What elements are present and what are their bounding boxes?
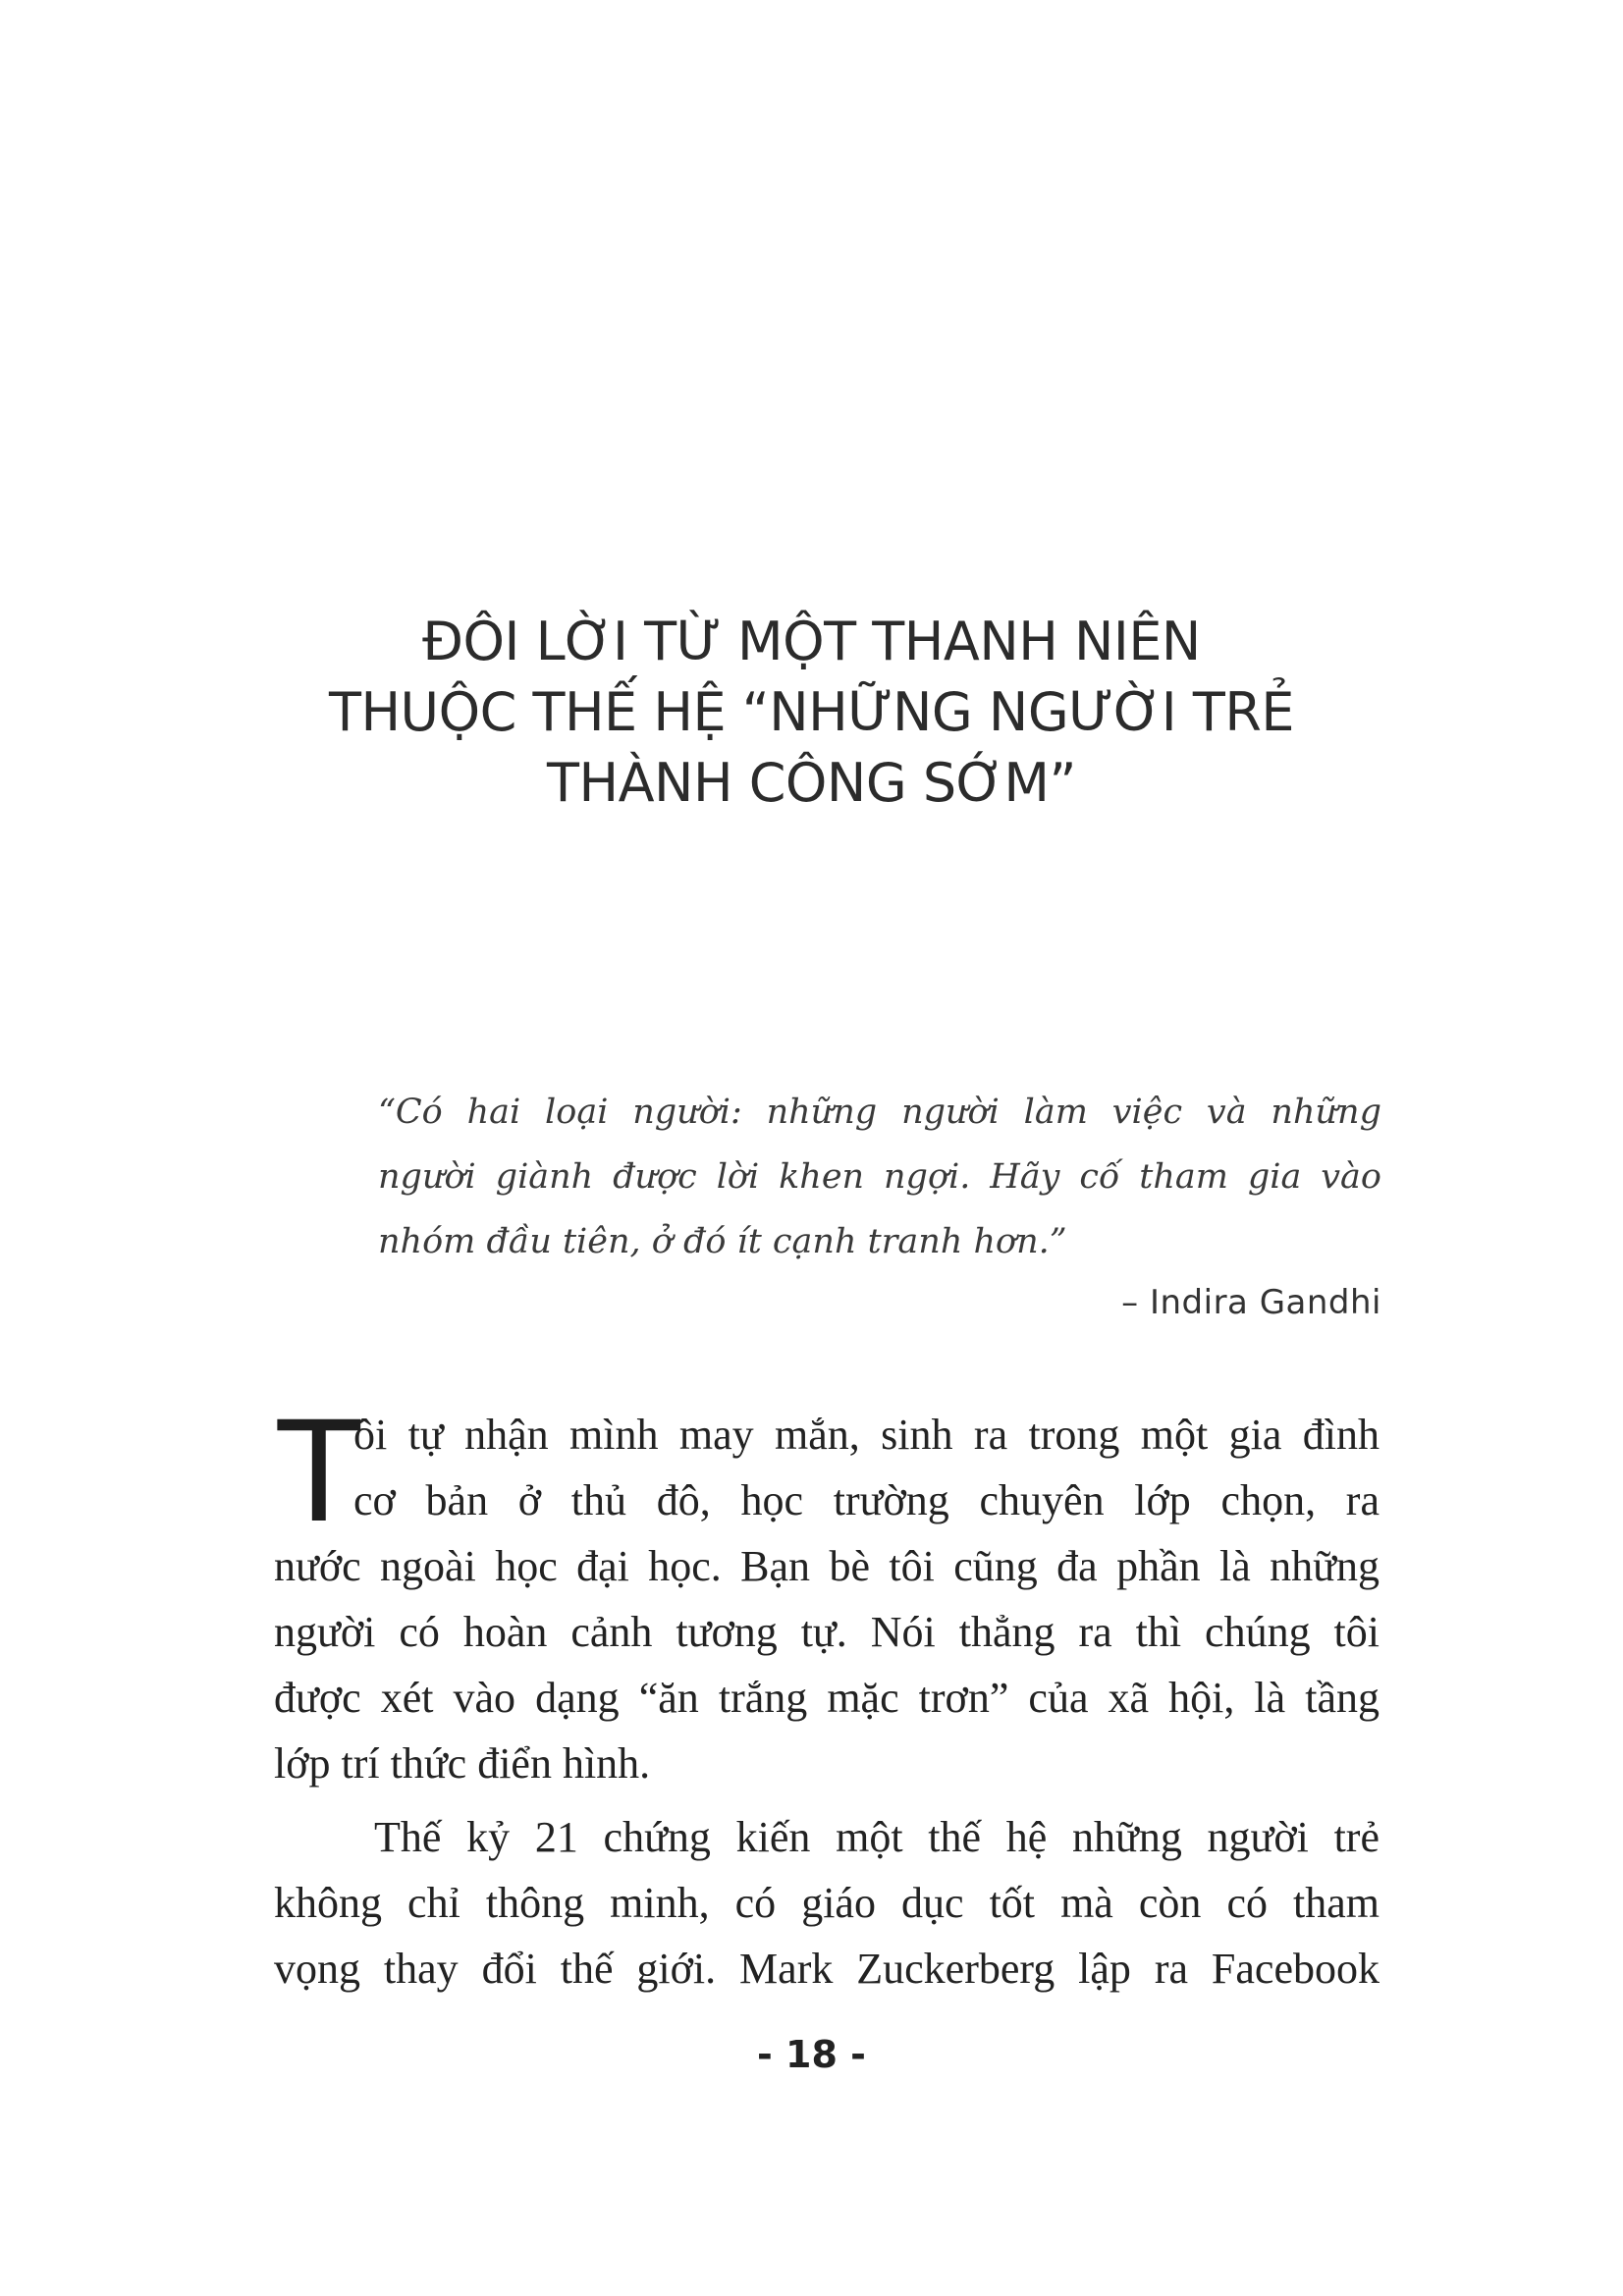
epigraph-author: – Indira Gandhi bbox=[1121, 1283, 1381, 1322]
body-line: ôi tự nhận mình may mắn, sinh ra trong một gia đình bbox=[353, 1411, 1380, 1459]
body-text bbox=[274, 1387, 1380, 2002]
paragraph bbox=[274, 1804, 1380, 2002]
epigraph-line: “Có hai loại người: những người làm việc và những bbox=[378, 1093, 1381, 1132]
chapter-title bbox=[245, 607, 1378, 819]
epigraph-line: người giành được lời khen ngợi. Hãy cố tham gia vào bbox=[378, 1157, 1381, 1197]
chapter-title-line: THUỘC THẾ HỆ “NHỮNG NGƯỜI TRẺ bbox=[328, 681, 1295, 743]
body-line: vọng thay đổi thế giới. Mark Zuckerberg lập ra Facebook bbox=[274, 1945, 1380, 1993]
body-line: lớp trí thức điển hình. bbox=[274, 1739, 651, 1788]
chapter-title-line: ĐÔI LỜI TỪ MỘT THANH NIÊN bbox=[422, 611, 1201, 672]
body-line: cơ bản ở thủ đô, học trường chuyên lớp chọn, ra bbox=[353, 1476, 1380, 1524]
epigraph bbox=[378, 1080, 1381, 1327]
drop-cap: T bbox=[274, 1387, 364, 1552]
epigraph-line: nhóm đầu tiên, ở đó ít cạnh tranh hơn.” bbox=[378, 1222, 1067, 1261]
chapter-title-line: THÀNH CÔNG SỚM” bbox=[547, 752, 1076, 814]
body-line: Thế kỷ 21 chứng kiến một thế hệ những người trẻ bbox=[374, 1813, 1380, 1861]
body-line: người có hoàn cảnh tương tự. Nói thẳng ra thì chúng tôi bbox=[274, 1608, 1380, 1656]
paragraph bbox=[274, 1387, 1380, 1796]
drop-cap-indented-lines bbox=[274, 1387, 1380, 1552]
epigraph-quote bbox=[378, 1080, 1381, 1274]
page-number: - 18 - bbox=[757, 2033, 866, 2076]
body-line: không chỉ thông minh, có giáo dục tốt mà còn có tham bbox=[274, 1879, 1380, 1927]
body-line: nước ngoài học đại học. Bạn bè tôi cũng đa phần là những bbox=[274, 1542, 1380, 1590]
body-line: được xét vào dạng “ăn trắng mặc trơn” của xã hội, là tầng bbox=[274, 1674, 1380, 1722]
